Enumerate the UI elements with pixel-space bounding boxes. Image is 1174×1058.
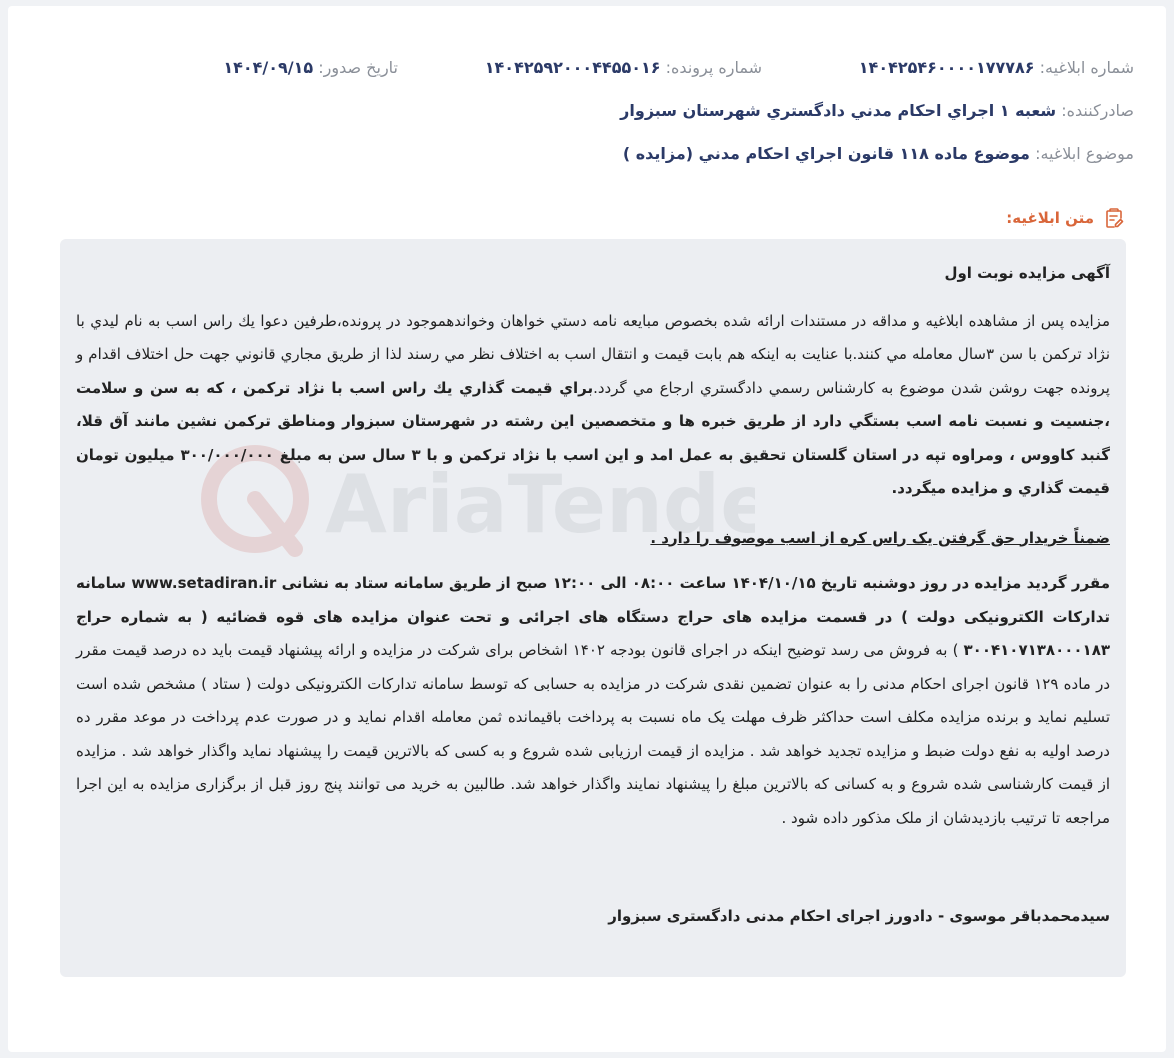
paragraph-auction-terms-text: ) به فروش می رسد توضیح اینکه در اجرای قانون بودجه ۱۴۰۲ اشخاص برای شرکت در مزایده و ارائه پیشنهاد قیمت باید ده درصد قیمت مقرر در ماده ۱۲۹ قانون اجرای احکام مدنی را به عنوان تضمین نقدی شرکت در مزایده به حسابی که توسط سامانه تدارکات الکترونیکی دولت ( ستاد ) مشخص شده است تسلیم نماید و برنده مزایده مکلف است حداکثر ظرف مهلت یک ماه نسبت به پرداخت باقیمانده ثمن معامله اقدام نماید و در صورت عدم پرداخت در موعد مقرر ده درصد اولیه به نفع دولت ضبط و مزایده تجدید خواهد شد . مزایده از قیمت ارزیابی شده شروع و به کسی که بالاترین قیمت را پیشنهاد نماید واگذار خواهد شد . مزایده از قیمت کارشناسی شده شروع و به کسانی که بالاترین مبلغ را پیشنهاد نمایند واگذار خواهد شد. طالبین به خرید می توانند پنج روز قبل از برگزاری مزایده به این اجرا مراجعه تا ترتیب بازدیدشان از ملک مذکور داده شود . [76, 641, 1111, 827]
notice-section-title [1006, 206, 1126, 230]
notice-page [8, 6, 1166, 1052]
issuer-label: صادرکننده: [1061, 101, 1134, 120]
case-number [485, 58, 762, 77]
subject-label: موضوع ابلاغیه: [1035, 144, 1134, 163]
issuer [620, 101, 1134, 120]
issuer-value: شعبه ۱ اجراي احکام مدني دادگستري شهرستان سبزوار [620, 101, 1057, 120]
notice-body-box [60, 239, 1126, 977]
notice-content [76, 257, 1110, 835]
document-edit-icon [1102, 206, 1126, 230]
paragraph-foal-right: ضمناً خریدار حق گرفتن یک راس کره از اسب موصوف را دارد . [650, 528, 1110, 547]
case-number-label: شماره پرونده: [665, 58, 762, 77]
notice-number-label: شماره ابلاغیه: [1039, 58, 1134, 77]
signature: سیدمحمدباقر موسوی - دادورز اجرای احکام مدنی دادگستری سبزوار [608, 907, 1110, 925]
notice-number [859, 58, 1134, 77]
issue-date-label: تاریخ صدور: [318, 58, 398, 77]
paragraph-auction-terms-bold: مقرر گردید مزایده در روز دوشنبه تاریخ ۱۴۰۴/۱۰/۱۵ ساعت ۰۸:۰۰ الی ۱۲:۰۰ صبح از طریق سامانه ستاد به نشانی www.setadiran.ir سامانه تدارکات الکترونیکی دولت ) در قسمت مزایده های حراج دستگاه های اجرائی و تحت عنوان مزایده های قوه قضائیه ( به شماره حراج ۳۰۰۴۱۰۷۱۳۸۰۰۰۱۸۳ [76, 574, 1110, 659]
case-number-value: ۱۴۰۴۲۵۹۲۰۰۰۴۴۵۵۰۱۶ [484, 58, 661, 77]
subject [623, 144, 1134, 163]
paragraph-description [76, 305, 1110, 506]
paragraph-description-text: مزايده پس از مشاهده ابلاغيه و مداقه در مستندات ارائه شده بخصوص مبايعه نامه دستي خواهان وخواندهموجود در پرونده،طرفين دعوا يك راس اسب به نام ليدي با نژاد تركمن با سن ۳سال معامله مي كنند.با عنايت به اينكه هم بابت قيمت و انتقال اسب به اختلاف نظر مي رسند لذا از طريق مجاري قانوني جهت حل اختلاف اقدام و پرونده جهت روشن شدن موضوع به كارشناس رسمي دادگستري ارجاع مي گردد. [76, 311, 1110, 397]
ad-title: آگهی مزایده نوبت اول [944, 264, 1110, 282]
paragraph-description-bold: براي قيمت گذاري يك راس اسب با نژاد تركمن ، كه به سن و سلامت ،جنسيت و نسبت نامه اسب بستگي دارد از طريق خبره ها و متخصصين اين رشته در شهرستان سبزوار ومناطق تركمن نشين مانند آق قلا، گنبد كاووس ، ومراوه تپه در استان گلستان تحقيق به عمل امد و اين اسب با نژاد تركمن و با ۳ سال سن به مبلغ ۳۰۰/۰۰۰/۰۰۰ ميليون تومان قيمت گذاري و مزايده ميگردد. [76, 378, 1110, 497]
issue-date-value: ۱۴۰۴/۰۹/۱۵ [223, 58, 314, 77]
issue-date [223, 58, 398, 77]
notice-number-value: ۱۴۰۴۲۵۴۶۰۰۰۰۱۷۷۷۸۶ [858, 58, 1035, 77]
subject-value: موضوع ماده ۱۱۸ قانون اجراي احکام مدني (مزايده ) [622, 144, 1030, 163]
notice-section-label: متن ابلاغیه: [1006, 209, 1094, 227]
svg-text:AriaTender.net: AriaTende [325, 458, 755, 551]
paragraph-auction-terms [76, 567, 1110, 835]
